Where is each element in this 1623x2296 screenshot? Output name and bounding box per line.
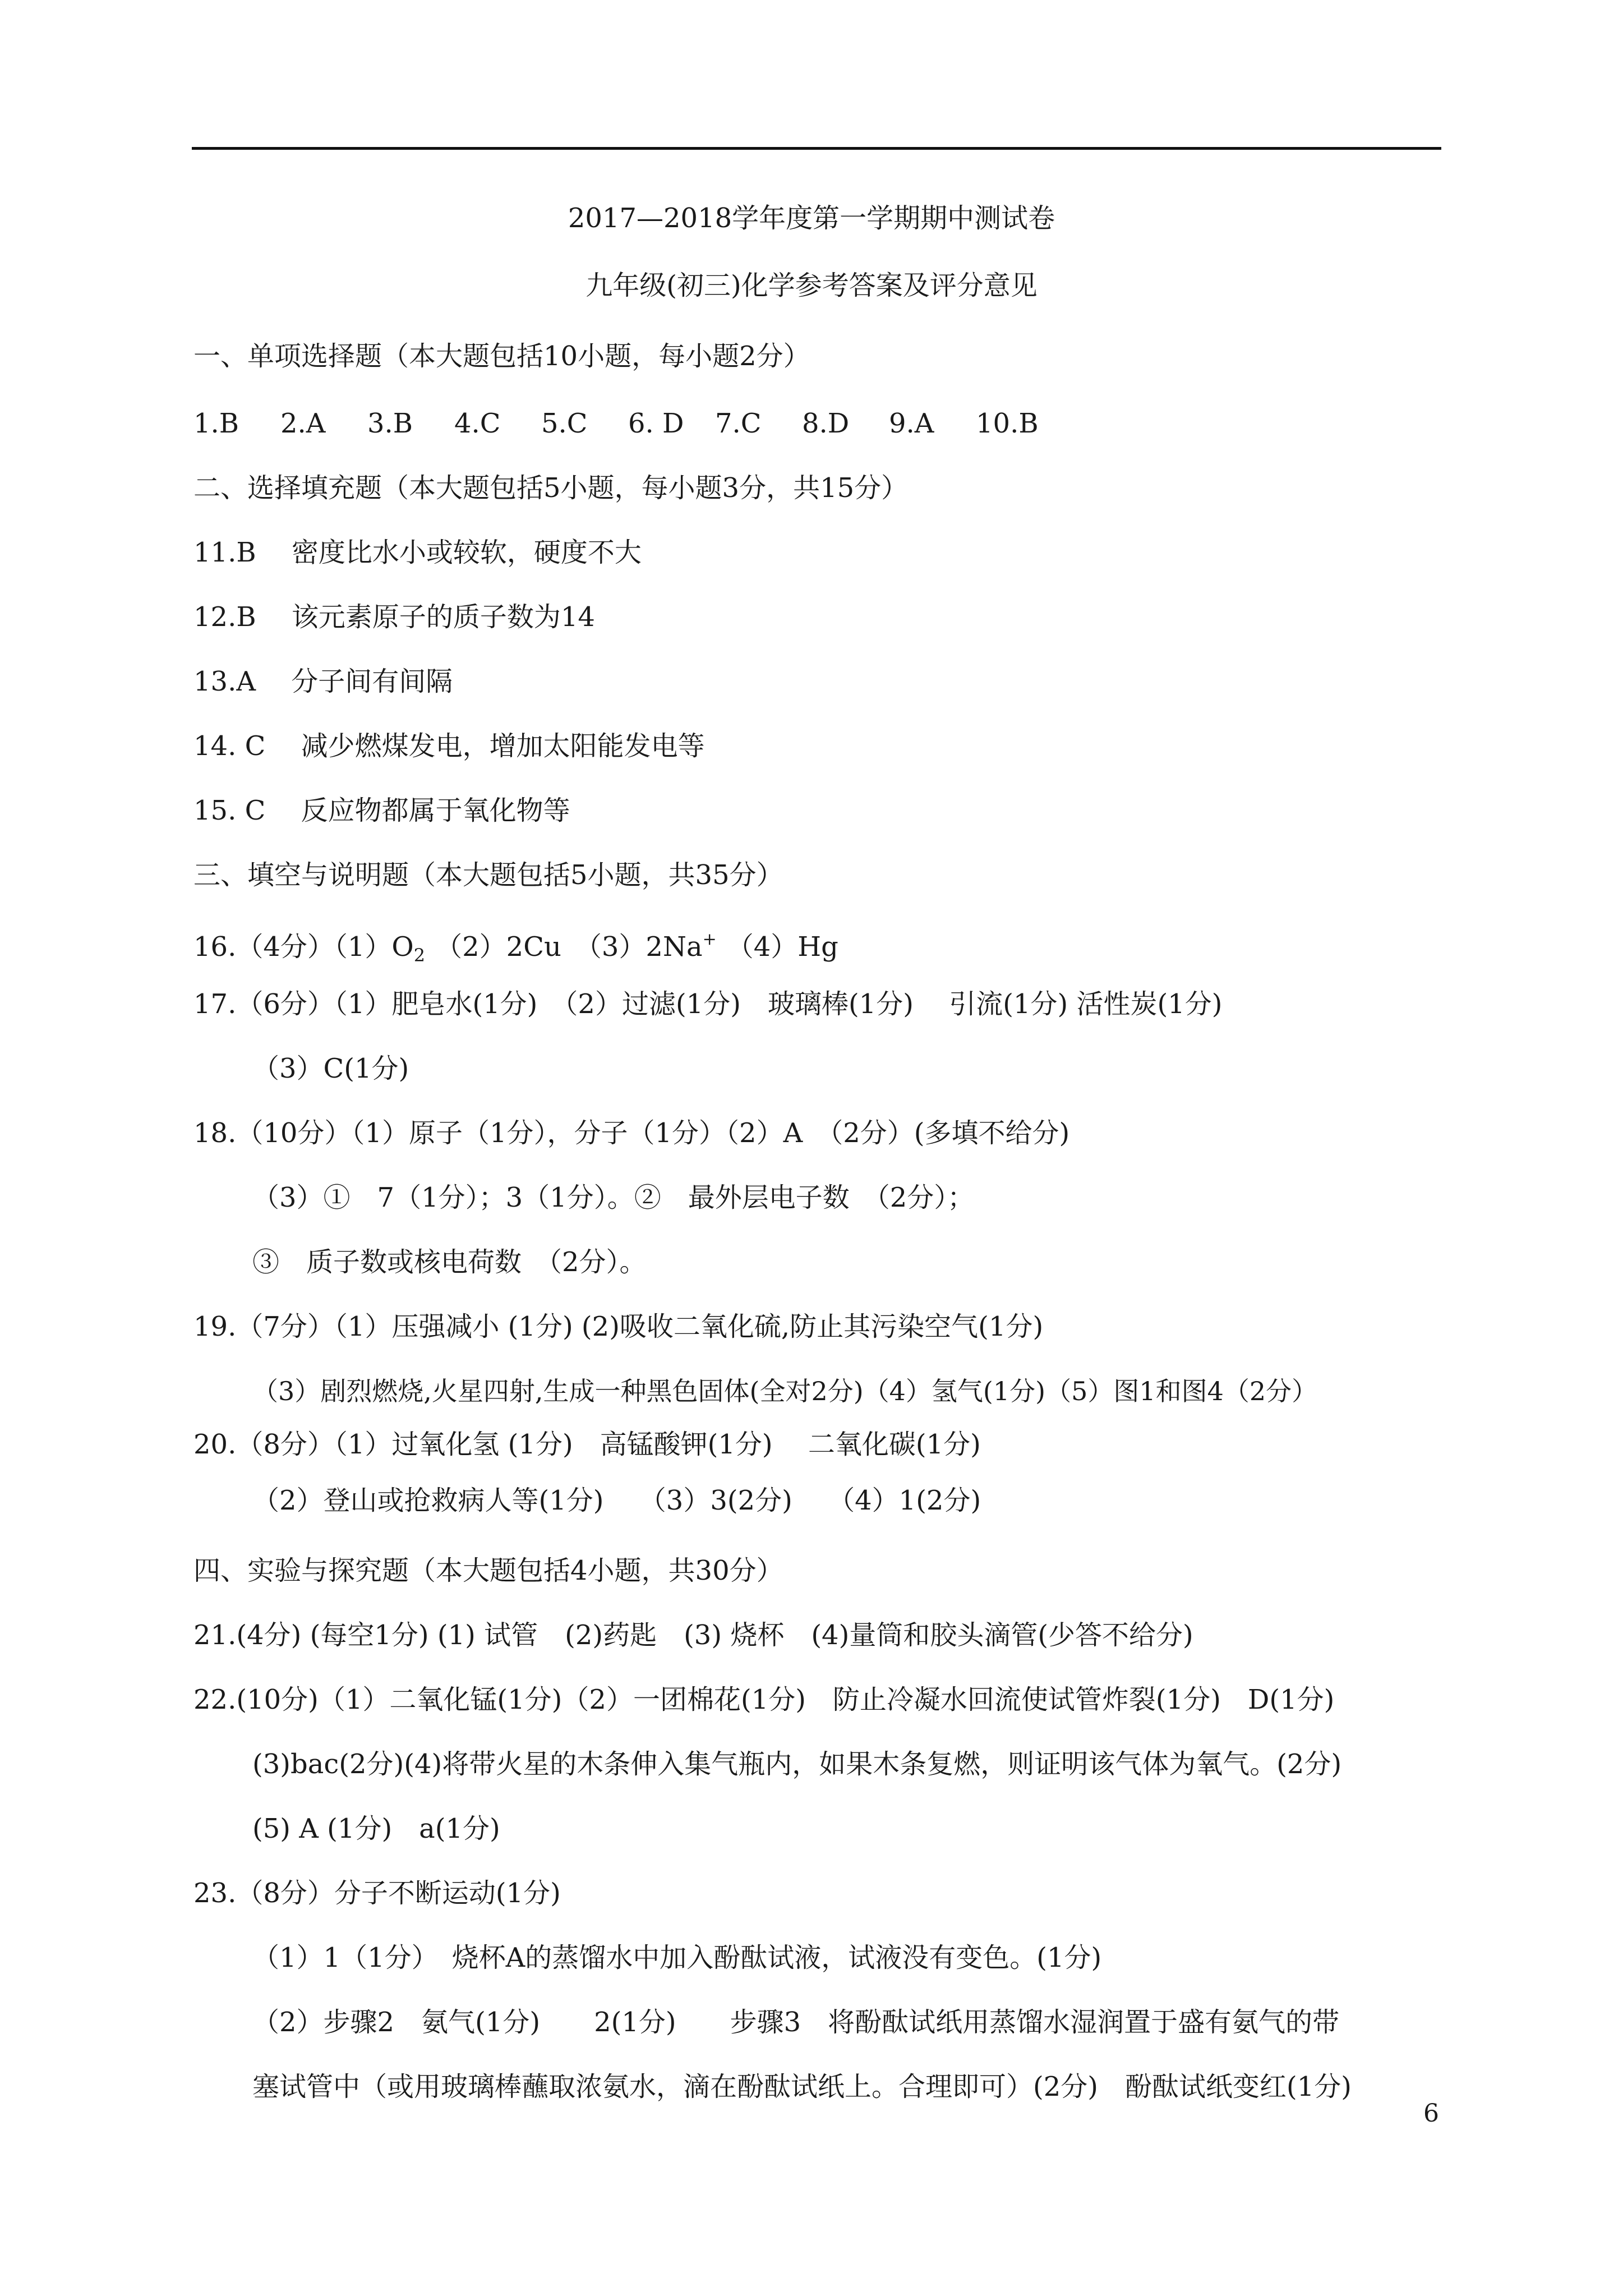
answer-23-line-4: 塞试管中（或用玻璃棒蘸取浓氨水，滴在酚酞试纸上。合理即可）(2分) 酚酞试纸变红(1分) (252, 2071, 1352, 2102)
answer-8: 8.D (802, 408, 850, 439)
answer-15: 15. C 反应物都属于氧化物等 (193, 795, 570, 826)
answer-18-line-3: ③ 质子数或核电荷数 （2分）。 (252, 1246, 647, 1278)
answer-19-line-1: 19.（7分）（1）压强减小 (1分) (2)吸收二氧化硫,防止其污染空气(1分) (193, 1311, 1044, 1342)
answer-6: 6. D (628, 408, 684, 439)
answer-16-part-3: （4）Hg (726, 931, 838, 963)
answer-19-line-2: （3）剧烈燃烧,火星四射,生成一种黑色固体(全对2分)（4）氢气(1分)（5）图1和图4（2分） (252, 1376, 1318, 1406)
page-number: 6 (1423, 2099, 1439, 2128)
answer-4: 4.C (454, 408, 501, 439)
answer-9: 9.A (889, 408, 934, 439)
section-heading-3: 三、填空与说明题（本大题包括5小题，共35分） (193, 859, 783, 891)
answer-14: 14. C 减少燃煤发电，增加太阳能发电等 (193, 730, 705, 762)
answer-23-line-3: （2）步骤2 氨气(1分) 2(1分) 步骤3 将酚酞试纸用蒸馏水湿润置于盛有氨气的带 (252, 2007, 1340, 2038)
answer-18-line-2: （3）① 7（1分）；3（1分）。② 最外层电子数 （2分）； (252, 1182, 975, 1213)
answer-22-line-3: (5) A (1分) a(1分) (252, 1813, 500, 1844)
answer-16-part-1: 16.（4分）（1）O (193, 931, 414, 963)
answer-17-line-1: 17.（6分）（1）肥皂水(1分) （2）过滤(1分) 玻璃棒(1分) 引流(1分) 活性炭(1分) (193, 988, 1223, 1020)
top-rule (192, 147, 1441, 150)
answer-13: 13.A 分子间有间隔 (193, 666, 453, 697)
answer-21: 21.(4分) (每空1分) (1) 试管 (2)药匙 (3) 烧杯 (4)量筒和胶头滴管(少答不给分) (193, 1619, 1193, 1651)
sodium-ion-charge: + (702, 930, 717, 949)
section-heading-1: 一、单项选择题（本大题包括10小题，每小题2分） (193, 341, 810, 372)
section-heading-2: 二、选择填充题（本大题包括5小题，每小题3分，共15分） (193, 472, 909, 504)
answer-10: 10.B (976, 408, 1039, 439)
answer-20-line-1: 20.（8分）（1）过氧化氢 (1分) 高锰酸钾(1分) 二氧化碳(1分) (193, 1429, 981, 1460)
answer-18-line-1: 18.（10分）（1）原子（1分），分子（1分）（2）A （2分）(多填不给分) (193, 1117, 1070, 1149)
answer-22-line-1: 22.(10分)（1）二氧化锰(1分)（2）一团棉花(1分) 防止冷凝水回流使试管炸裂(1分) D(1分) (193, 1684, 1335, 1715)
page-title: 2017—2018学年度第一学期期中测试卷 (568, 203, 1055, 234)
answer-16-part-2: （2）2Cu （3）2Na (435, 931, 703, 963)
answer-16 (193, 923, 838, 972)
answer-7: 7.C (715, 408, 762, 439)
answer-22-line-2: (3)bac(2分)(4)将带火星的木条伸入集气瓶内，如果木条复燃，则证明该气体为氧气。(2分) (252, 1749, 1342, 1780)
answer-3: 3.B (367, 408, 413, 439)
answer-23-line-1: 23.（8分）分子不断运动(1分) (193, 1878, 561, 1909)
answer-12: 12.B 该元素原子的质子数为14 (193, 601, 595, 633)
section-heading-4: 四、实验与探究题（本大题包括4小题，共30分） (193, 1555, 783, 1586)
answer-23-line-2: （1）1（1分） 烧杯A的蒸馏水中加入酚酞试液，试液没有变色。(1分) (252, 1942, 1102, 1973)
mc-answers-row (193, 407, 1039, 440)
answer-11: 11.B 密度比水小或较软，硬度不大 (193, 537, 642, 568)
answer-17-line-2: （3）C(1分) (252, 1053, 409, 1084)
answer-1: 1.B (193, 408, 239, 439)
answer-2: 2.A (280, 408, 326, 439)
answer-20-line-2: （2）登山或抢救病人等(1分) （3）3(2分) （4）1(2分) (252, 1485, 981, 1516)
oxygen-subscript: 2 (413, 945, 426, 966)
page-subtitle: 九年级(初三)化学参考答案及评分意见 (585, 270, 1038, 301)
answer-5: 5.C (541, 408, 588, 439)
